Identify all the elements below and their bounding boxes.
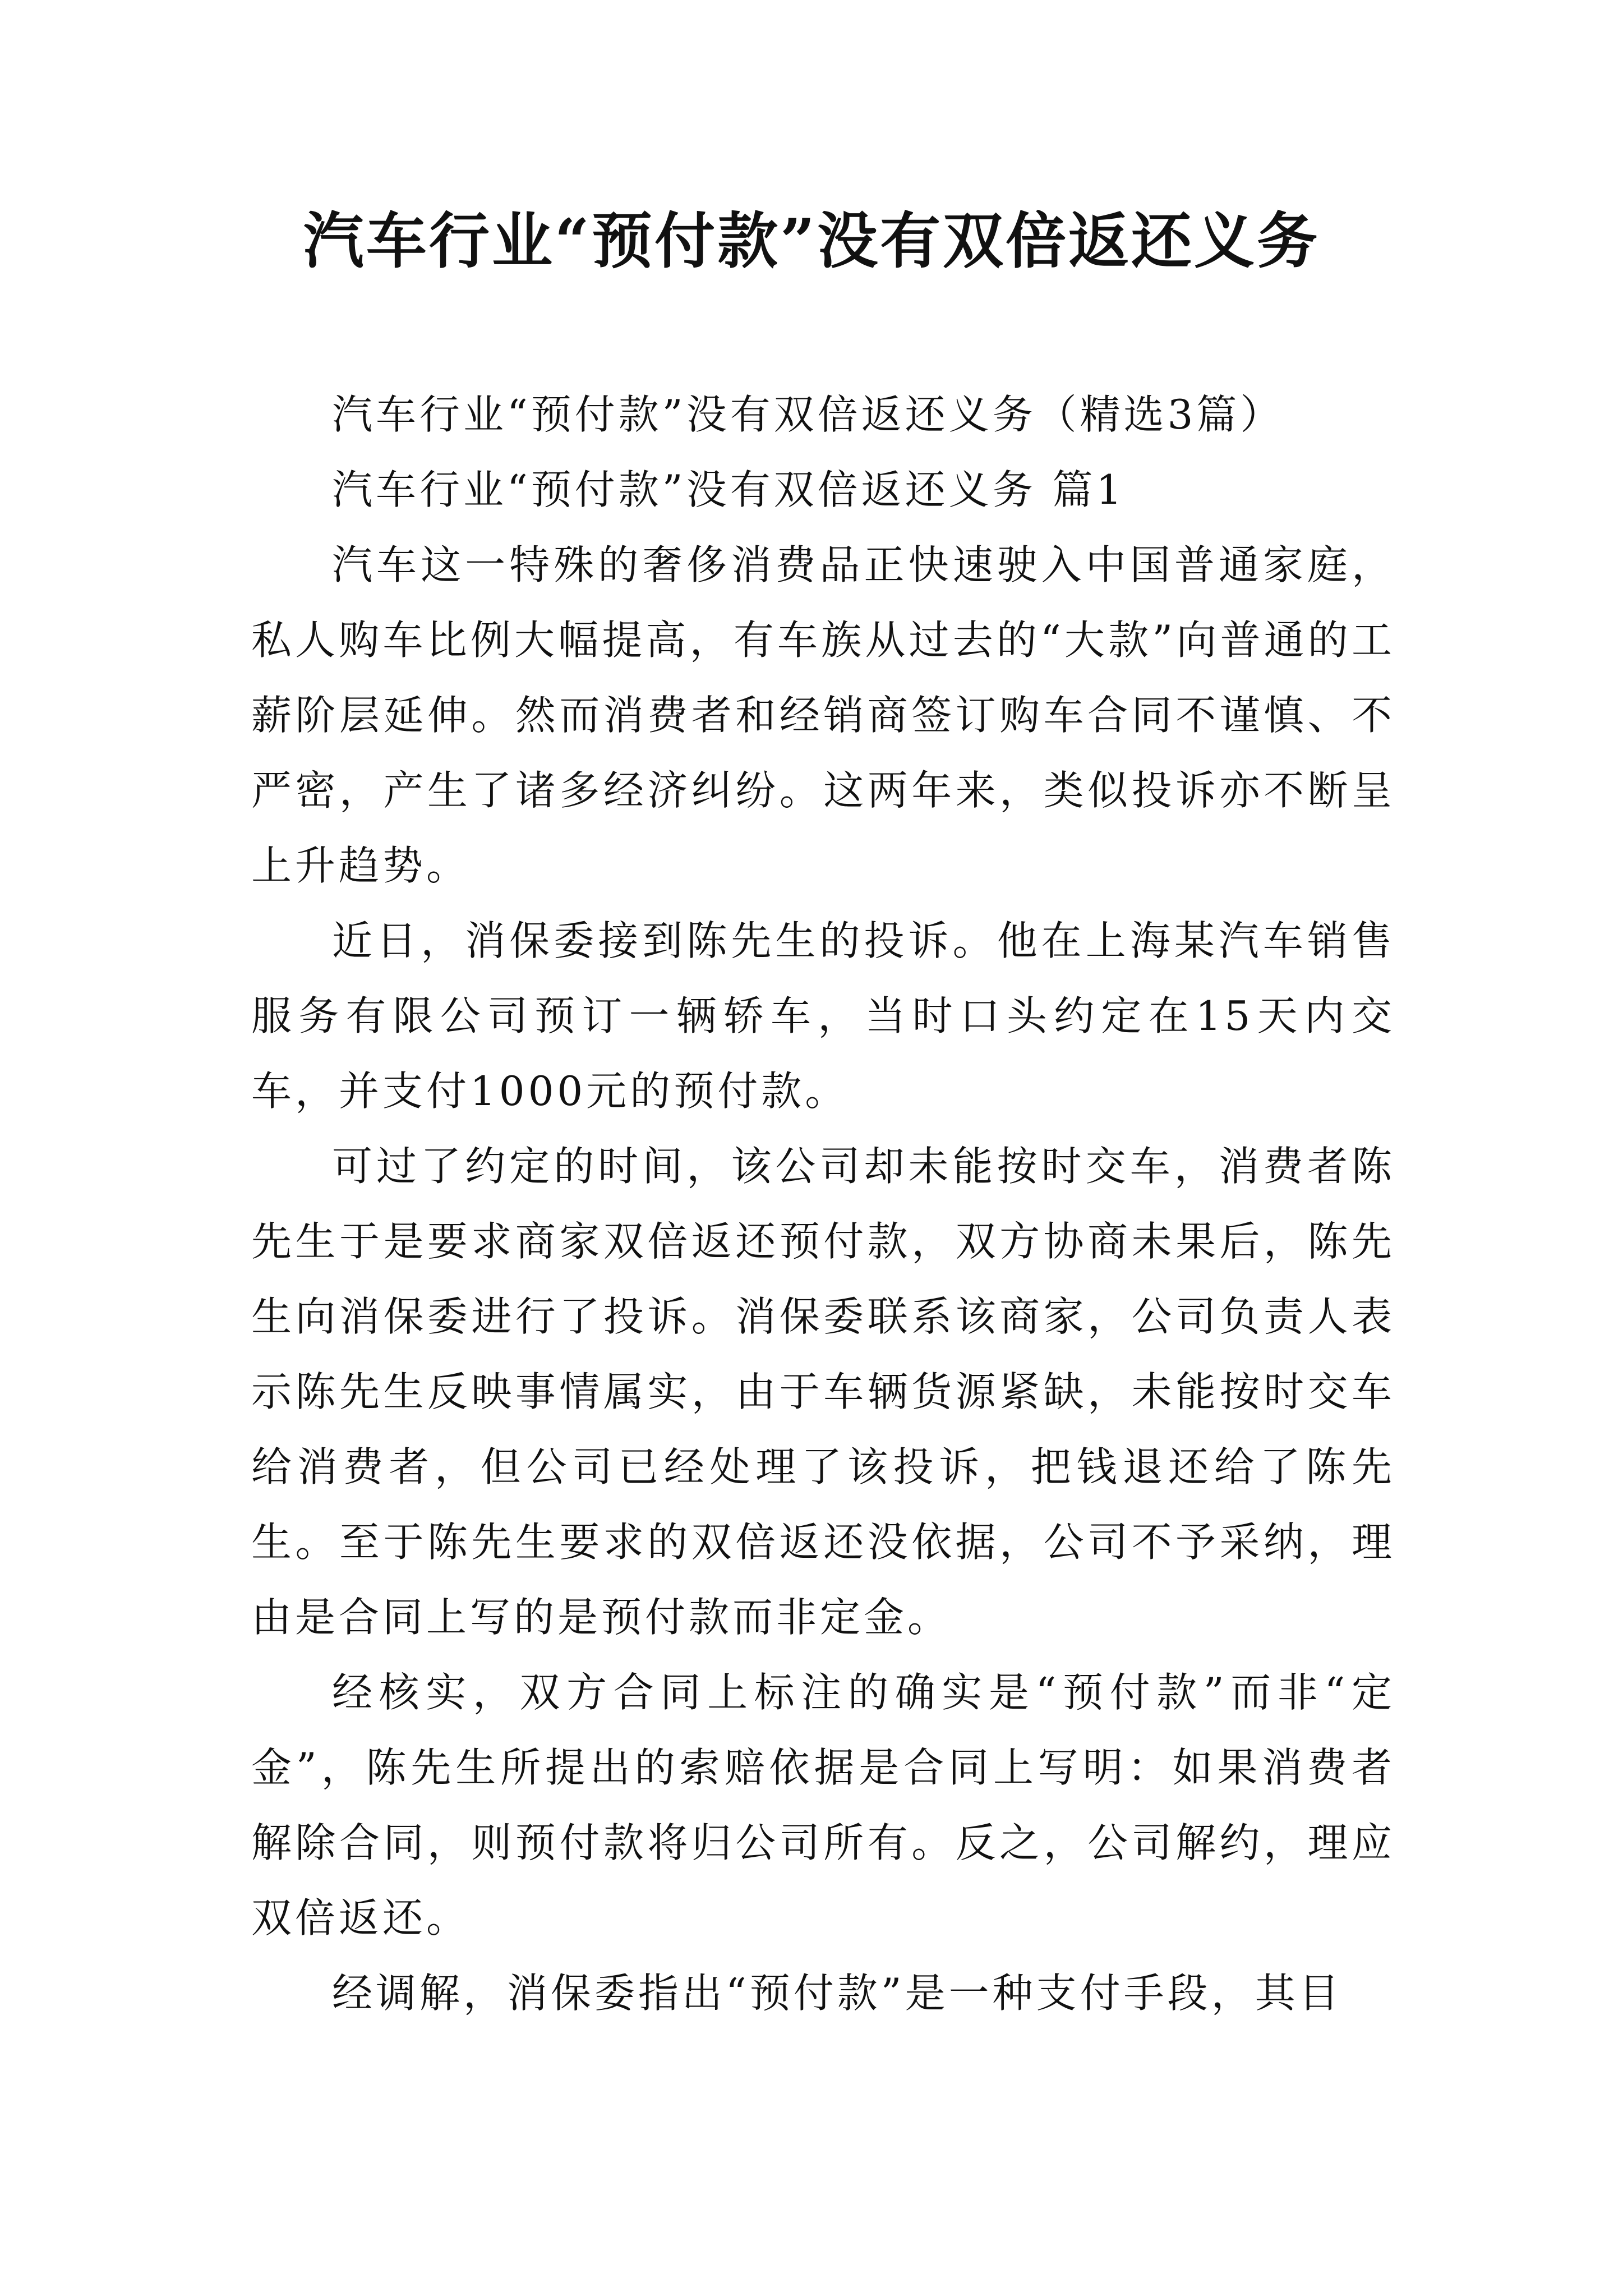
body-paragraph: 经核实，双方合同上标注的确实是“预付款”而非“定金”，陈先生所提出的索赔依据是合同上写明：如果消费者解除合同，则预付款将归公司所有。反之，公司解约，理应双倍返还。 <box>251 1669 1395 1941</box>
section-heading: 汽车行业“预付款”没有双倍返还义务 篇1 <box>332 466 1126 513</box>
subtitle-paragraph: 汽车行业“预付款”没有双倍返还义务（精选3篇） <box>332 391 1284 438</box>
body-paragraph: 汽车这一特殊的奢侈消费品正快速驶入中国普通家庭，私人购车比例大幅提高，有车族从过去的“大款”向普通的工薪阶层延伸。然而消费者和经销商签订购车合同不谨慎、不严密，产生了诸多经济纠纷。这两年来，类似投诉亦不断呈上升趋势。 <box>251 541 1395 889</box>
document-title: 汽车行业“预付款”没有双倍返还义务 <box>303 206 1320 277</box>
body-paragraph: 经调解，消保委指出“预付款”是一种支付手段，其目 <box>332 1970 1343 2017</box>
body-paragraph: 可过了约定的时间，该公司却未能按时交车，消费者陈先生于是要求商家双倍返还预付款，双方协商未果后，陈先生向消保委进行了投诉。消保委联系该商家，公司负责人表示陈先生反映事情属实，由于车辆货源紧缺，未能按时交车给消费者，但公司已经处理了该投诉，把钱退还给了陈先生。至于陈先生要求的双倍返还没依据，公司不予采纳，理由是合同上写的是预付款而非定金。 <box>251 1143 1395 1641</box>
document-body <box>251 377 1395 2031</box>
body-paragraph: 近日，消保委接到陈先生的投诉。他在上海某汽车销售服务有限公司预订一辆轿车，当时口头约定在15天内交车，并支付1000元的预付款。 <box>251 917 1395 1115</box>
